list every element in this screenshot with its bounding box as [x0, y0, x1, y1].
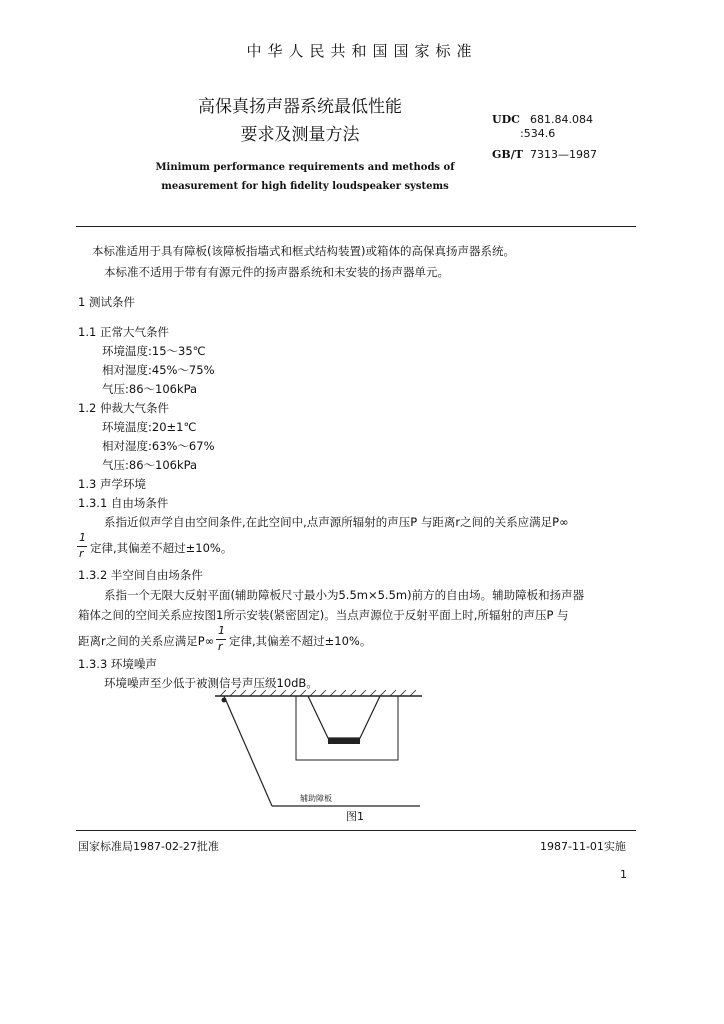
half-space-paragraph-line3b: 定律,其偏差不超过±10%。	[229, 634, 372, 648]
arbitration-humidity: 相对湿度:63%～67%	[102, 439, 215, 453]
baffle-support-line	[224, 696, 272, 806]
fraction-denominator: r	[79, 547, 84, 560]
free-field-paragraph-line1: 系指近似声学自由空间条件,在此空间中,点声源所辐射的声压P 与距离r之间的关系应满足P∞	[104, 515, 569, 529]
udc-label: UDC	[492, 113, 520, 126]
normal-pressure: 气压:86～106kPa	[102, 382, 198, 396]
free-field-paragraph-line2: 定律,其偏差不超过±10%。	[90, 541, 233, 555]
document-title-line1: 高保真扬声器系统最低性能	[198, 97, 402, 117]
section-1-3-2-heading: 1.3.2 半空间自由场条件	[78, 568, 203, 582]
section-1-2-heading: 1.2 仲裁大气条件	[78, 401, 169, 415]
section-1-3-1-heading: 1.3.1 自由场条件	[78, 496, 169, 510]
gb-number: 7313—1987	[530, 148, 597, 161]
section-1-3-3-heading: 1.3.3 环境噪声	[78, 657, 157, 671]
ambient-noise-paragraph: 环境噪声至少低于被测信号声压级10dB。	[104, 676, 318, 690]
figure-caption: 图1	[346, 810, 364, 823]
normal-humidity: 相对湿度:45%～75%	[102, 363, 215, 377]
implementation-date: 1987-11-01实施	[540, 840, 626, 853]
header-divider	[76, 226, 636, 227]
intro-paragraph-2: 本标准不适用于带有有源元件的扬声器系统和未安装的扬声器单元。	[104, 265, 449, 279]
baffle-hatching	[220, 690, 416, 696]
gb-label: GB/T	[492, 148, 523, 161]
speaker-magnet	[328, 738, 360, 744]
intro-paragraph-1: 本标准适用于具有障板(该障板指墙式和框式结构装置)或箱体的高保真扬声器系统。	[92, 244, 515, 258]
section-1-3-heading: 1.3 声学环境	[78, 477, 146, 491]
half-space-paragraph-line3a: 距离r之间的关系应满足P∞	[78, 634, 215, 648]
section-1-1-heading: 1.1 正常大气条件	[78, 325, 169, 339]
fraction-numerator: 1	[79, 531, 86, 544]
fraction-denominator-2: r	[218, 640, 223, 653]
normal-temperature: 环境温度:15～35℃	[102, 344, 206, 358]
speaker-cone	[308, 696, 380, 738]
page-number: 1	[620, 868, 627, 881]
udc-number-line2: :534.6	[520, 127, 556, 140]
document-title-line2: 要求及测量方法	[240, 125, 360, 145]
english-title-line2: measurement for high fidelity loudspeaker systems	[161, 181, 449, 192]
english-title-line1: Minimum performance requirements and methods of	[155, 162, 455, 173]
nation-standard-heading: 中华人民共和国国家标准	[246, 42, 478, 60]
approval-date: 国家标准局1987-02-27批准	[78, 840, 219, 853]
udc-number: 681.84.084	[530, 113, 593, 126]
enclosure-box	[296, 696, 398, 760]
footer-divider	[76, 830, 636, 831]
figure-label: 辅助障板	[300, 794, 332, 803]
fraction-numerator-2: 1	[218, 624, 225, 637]
arbitration-temperature: 环境温度:20±1℃	[102, 420, 197, 434]
half-space-paragraph-line1: 系指一个无限大反射平面(辅助障板尺寸最小为5.5m×5.5m)前方的自由场。辅助障板和扬声器	[104, 588, 585, 602]
pivot-point	[222, 698, 227, 703]
section-1-heading: 1 测试条件	[78, 295, 135, 309]
half-space-paragraph-line2: 箱体之间的空间关系应按图1所示安装(紧密固定)。当点声源位于反射平面上时,所辐射的声压P 与	[78, 608, 569, 622]
arbitration-pressure: 气压:86～106kPa	[102, 458, 198, 472]
